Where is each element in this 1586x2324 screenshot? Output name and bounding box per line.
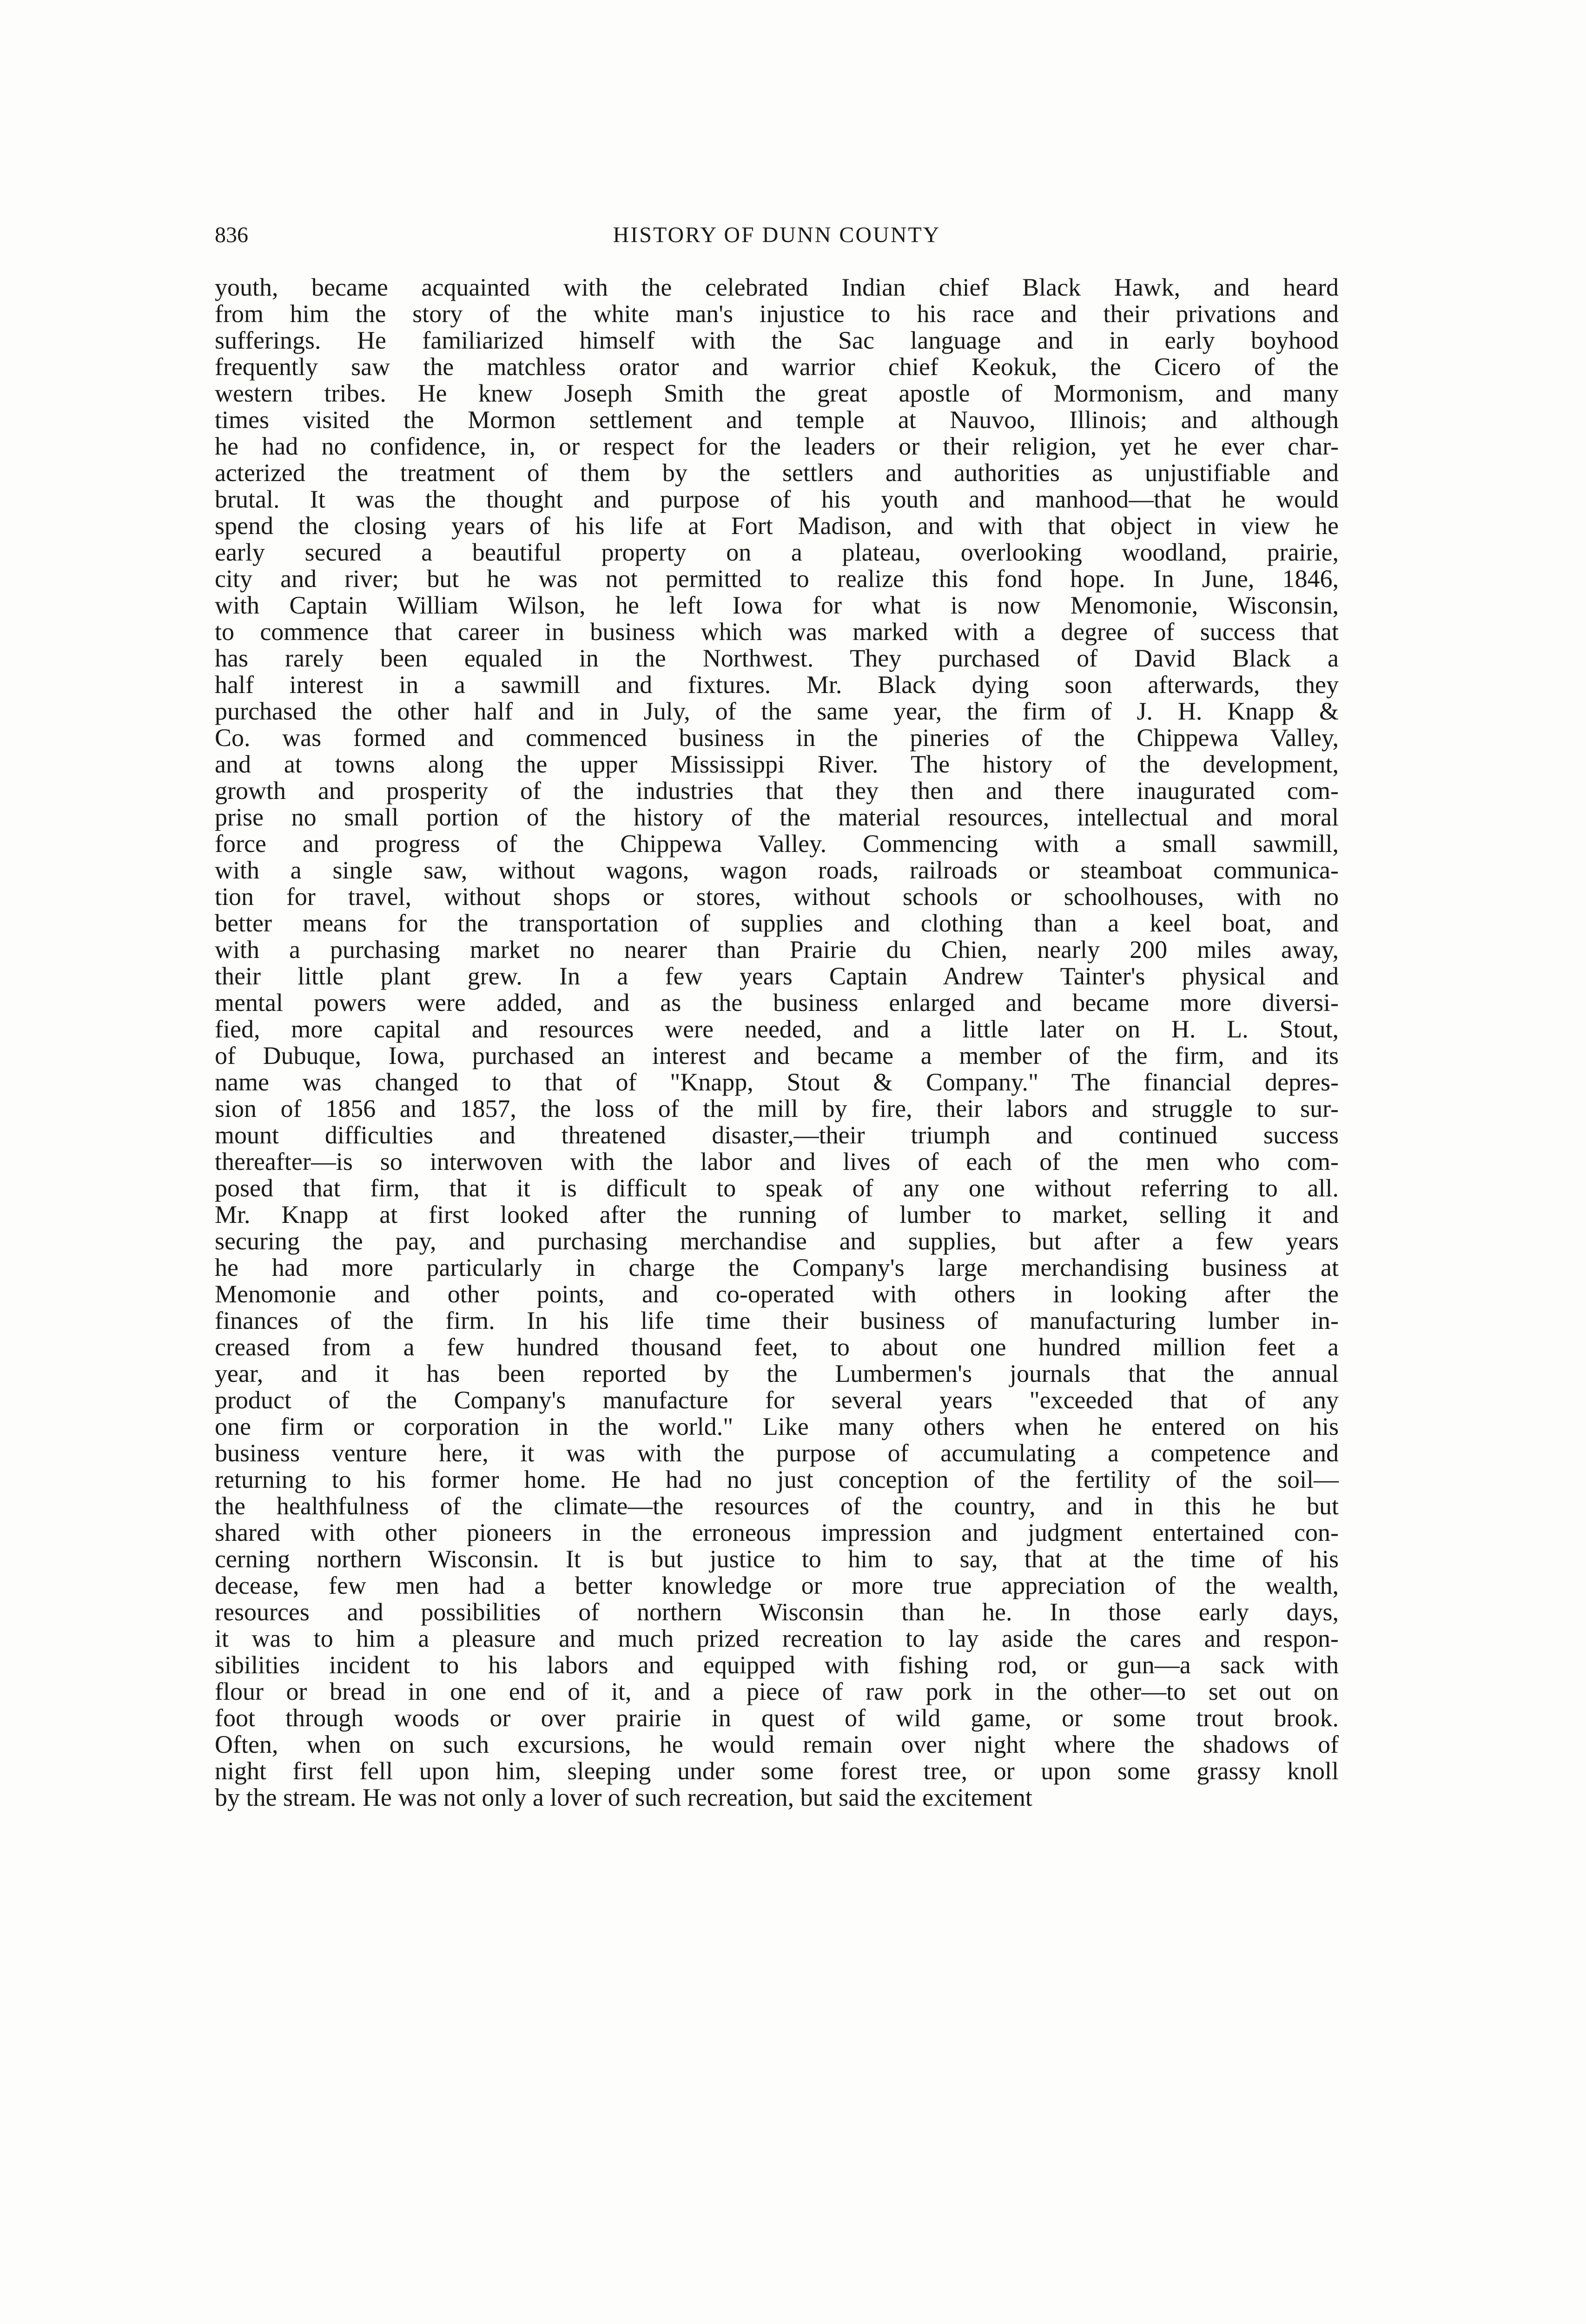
text-line: posed that firm, that it is difficult to speak of any one without referring to all. (215, 1174, 1339, 1202)
body-text (215, 274, 1339, 1811)
text-line: Often, when on such excursions, he would remain over night where the shadows of (215, 1730, 1339, 1758)
text-line: brutal. It was the thought and purpose of his youth and manhood—that he would (215, 485, 1339, 513)
text-line: by the stream. He was not only a lover of such recreation, but said the excitement (215, 1783, 1032, 1811)
text-line: the healthfulness of the climate—the resources of the country, and in this he but (215, 1492, 1339, 1520)
text-line: foot through woods or over prairie in quest of wild game, or some trout brook. (215, 1704, 1339, 1732)
text-line: cerning northern Wisconsin. It is but justice to him to say, that at the time of his (215, 1545, 1339, 1573)
running-head (215, 217, 1339, 254)
text-line: he had no confidence, in, or respect for the leaders or their religion, yet he ever char- (215, 432, 1339, 460)
text-line: their little plant grew. In a few years Captain Andrew Tainter's physical and (215, 962, 1339, 990)
text-line: product of the Company's manufacture for several years "exceeded that of any (215, 1386, 1339, 1414)
text-line: half interest in a sawmill and fixtures. Mr. Black dying soon afterwards, they (215, 671, 1339, 699)
text-line: with Captain William Wilson, he left Iowa for what is now Menomonie, Wisconsin, (215, 591, 1339, 619)
text-line: to commence that career in business which was marked with a degree of success that (215, 618, 1339, 646)
text-line: creased from a few hundred thousand feet, to about one hundred million feet a (215, 1333, 1339, 1361)
text-line: night first fell upon him, sleeping under some forest tree, or upon some grassy knoll (215, 1757, 1339, 1785)
text-line: mental powers were added, and as the business enlarged and became more diversi- (215, 989, 1339, 1017)
text-line: with a purchasing market no nearer than Prairie du Chien, nearly 200 miles away, (215, 936, 1339, 964)
text-line: purchased the other half and in July, of the same year, the firm of J. H. Knapp & (215, 697, 1339, 725)
text-line: fied, more capital and resources were needed, and a little later on H. L. Stout, (215, 1015, 1339, 1043)
text-line: he had more particularly in charge the Company's large merchandising business at (215, 1254, 1339, 1281)
text-line: from him the story of the white man's injustice to his race and their privations and (215, 300, 1339, 328)
text-line: decease, few men had a better knowledge or more true appreciation of the wealth, (215, 1571, 1339, 1599)
text-line: with a single saw, without wagons, wagon roads, railroads or steamboat communica- (215, 856, 1339, 884)
text-line: early secured a beautiful property on a plateau, overlooking woodland, prairie, (215, 538, 1339, 566)
text-line: tion for travel, without shops or stores, without schools or schoolhouses, with no (215, 883, 1339, 911)
text-line: year, and it has been reported by the Lumbermen's journals that the annual (215, 1360, 1339, 1387)
text-line: western tribes. He knew Joseph Smith the great apostle of Mormonism, and many (215, 379, 1339, 407)
text-line: frequently saw the matchless orator and warrior chief Keokuk, the Cicero of the (215, 353, 1339, 381)
text-line: securing the pay, and purchasing merchandise and supplies, but after a few years (215, 1227, 1339, 1255)
text-line: Co. was formed and commenced business in the pineries of the Chippewa Valley, (215, 724, 1339, 752)
text-line: prise no small portion of the history of the material resources, intellectual and moral (215, 803, 1339, 831)
text-line: Menomonie and other points, and co-operated with others in looking after the (215, 1280, 1339, 1308)
text-line: shared with other pioneers in the erroneous impression and judgment entertained con- (215, 1519, 1339, 1546)
text-line: flour or bread in one end of it, and a piece of raw pork in the other—to set out on (215, 1677, 1339, 1705)
text-line: it was to him a pleasure and much prized recreation to lay aside the cares and respon- (215, 1624, 1339, 1652)
text-line: of Dubuque, Iowa, purchased an interest and became a member of the firm, and its (215, 1042, 1339, 1070)
text-line: has rarely been equaled in the Northwest. They purchased of David Black a (215, 644, 1339, 672)
page-number: 836 (215, 223, 248, 247)
text-line: spend the closing years of his life at Fort Madison, and with that object in view he (215, 512, 1339, 540)
text-line: times visited the Mormon settlement and temple at Nauvoo, Illinois; and although (215, 406, 1339, 434)
text-line: resources and possibilities of northern Wisconsin than he. In those early days, (215, 1598, 1339, 1626)
text-line: one firm or corporation in the world." Like many others when he entered on his (215, 1413, 1339, 1440)
text-line: name was changed to that of "Knapp, Stout & Company." The financial depres- (215, 1068, 1339, 1096)
text-line: youth, became acquainted with the celebrated Indian chief Black Hawk, and heard (215, 273, 1339, 301)
text-line: Mr. Knapp at first looked after the running of lumber to market, selling it and (215, 1201, 1339, 1228)
text-line: returning to his former home. He had no just conception of the fertility of the soil— (215, 1466, 1339, 1493)
text-line: better means for the transportation of supplies and clothing than a keel boat, and (215, 909, 1339, 937)
text-line: finances of the firm. In his life time their business of manufacturing lumber in- (215, 1307, 1339, 1334)
text-line: sibilities incident to his labors and equipped with fishing rod, or gun—a sack with (215, 1651, 1339, 1679)
text-line: force and progress of the Chippewa Valley. Commencing with a small sawmill, (215, 830, 1339, 858)
text-line: business venture here, it was with the purpose of accumulating a competence and (215, 1439, 1339, 1467)
running-title: HISTORY OF DUNN COUNTY (613, 223, 941, 247)
text-line: thereafter—is so interwoven with the labor and lives of each of the men who com- (215, 1148, 1339, 1175)
text-line: sufferings. He familiarized himself with the Sac language and in early boyhood (215, 326, 1339, 354)
text-line: acterized the treatment of them by the settlers and authorities as unjustifiable and (215, 459, 1339, 487)
text-line: sion of 1856 and 1857, the loss of the mill by fire, their labors and struggle to sur- (215, 1095, 1339, 1122)
text-line: mount difficulties and threatened disaster,—their triumph and continued success (215, 1121, 1339, 1149)
text-line: city and river; but he was not permitted to realize this fond hope. In June, 1846, (215, 565, 1339, 593)
text-line: and at towns along the upper Mississippi River. The history of the development, (215, 750, 1339, 778)
text-line: growth and prosperity of the industries that they then and there inaugurated com- (215, 777, 1339, 805)
